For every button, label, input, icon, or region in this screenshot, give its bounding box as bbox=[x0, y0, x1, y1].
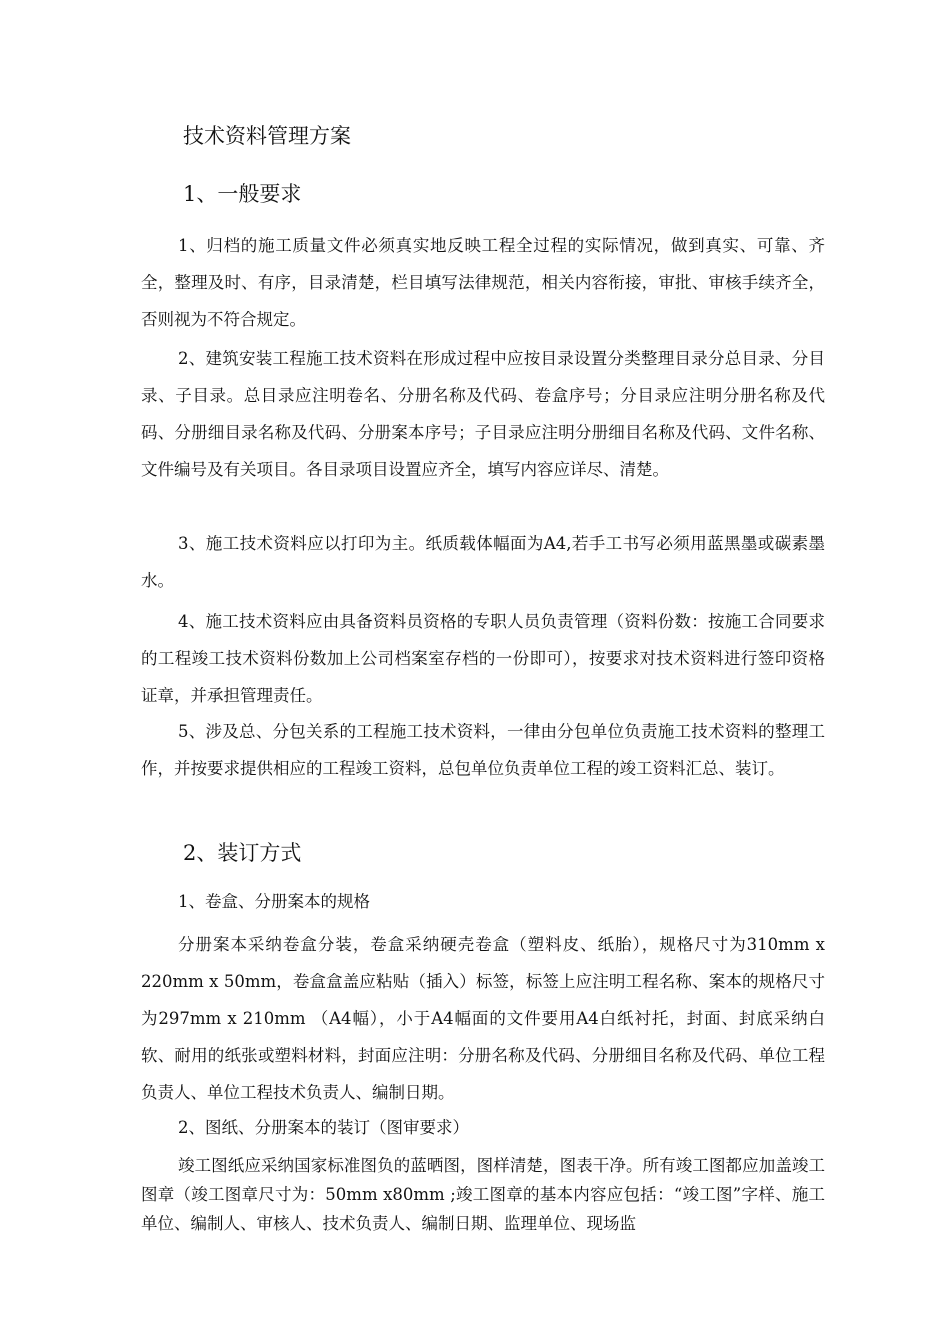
paragraph-drawing-binding: 竣工图纸应采纳国家标准图负的蓝晒图，图样清楚，图表干净。所有竣工图都应加盖竣工图章（竣工图章尺寸为：50mm x80mm ;竣工图章的基本内容应包括：“竣工图”字样、施工单位、编制人、审核人、技术负责人、编制日期、监理单位、现场监 bbox=[141, 1156, 825, 1233]
section-heading-general-requirements: 1、一般要求 bbox=[183, 182, 302, 206]
document-title: 技术资料管理方案 bbox=[183, 124, 351, 148]
subheading-box-specs: 1、卷盒、分册案本的规格 bbox=[178, 892, 370, 911]
subheading-drawing-binding: 2、图纸、分册案本的装订（图审要求） bbox=[178, 1118, 469, 1137]
paragraph-4: 4、施工技术资料应由具备资料员资格的专职人员负责管理（资料份数：按施工合同要求的工程竣工技术资料份数加上公司档案室存档的一份即可），按要求对技术资料进行签印资格证章，并承担管理责任。 bbox=[141, 612, 825, 705]
paragraph-1: 1、归档的施工质量文件必须真实地反映工程全过程的实际情况，做到真实、可靠、齐全，整理及时、有序，目录清楚，栏目填写法律规范，相关内容衔接，审批、审核手续齐全，否则视为不符合规定。 bbox=[141, 236, 825, 329]
paragraph-5: 5、涉及总、分包关系的工程施工技术资料，一律由分包单位负责施工技术资料的整理工作，并按要求提供相应的工程竣工资料，总包单位负责单位工程的竣工资料汇总、装订。 bbox=[141, 722, 825, 778]
paragraph-box-specs: 分册案本采纳卷盒分装，卷盒采纳硬壳卷盒（塑料皮、纸胎），规格尺寸为310mm x 220mm x 50mm，卷盒盒盖应粘贴（插入）标签，标签上应注明工程名称、案本的规格尺寸为297mm x 210mm （A4幅），小于A4幅面的文件要用A4白纸衬托，封面、封底采纳白软、耐用的纸张或塑料材料，封面应注明：分册名称及代码、分册细目名称及代码、单位工程负责人、单位工程技术负责人、编制日期。 bbox=[141, 935, 825, 1102]
paragraph-2: 2、建筑安装工程施工技术资料在形成过程中应按目录设置分类整理目录分总目录、分目录、子目录。总目录应注明卷名、分册名称及代码、卷盒序号；分目录应注明分册名称及代码、分册细目录名称及代码、分册案本序号；子目录应注明分册细目名称及代码、文件名称、文件编号及有关项目。各目录项目设置应齐全，填写内容应详尽、清楚。 bbox=[141, 349, 825, 479]
section-heading-binding-method: 2、装订方式 bbox=[183, 841, 302, 865]
paragraph-3: 3、施工技术资料应以打印为主。纸质载体幅面为A4,若手工书写必须用蓝黑墨或碳素墨水。 bbox=[141, 534, 825, 590]
